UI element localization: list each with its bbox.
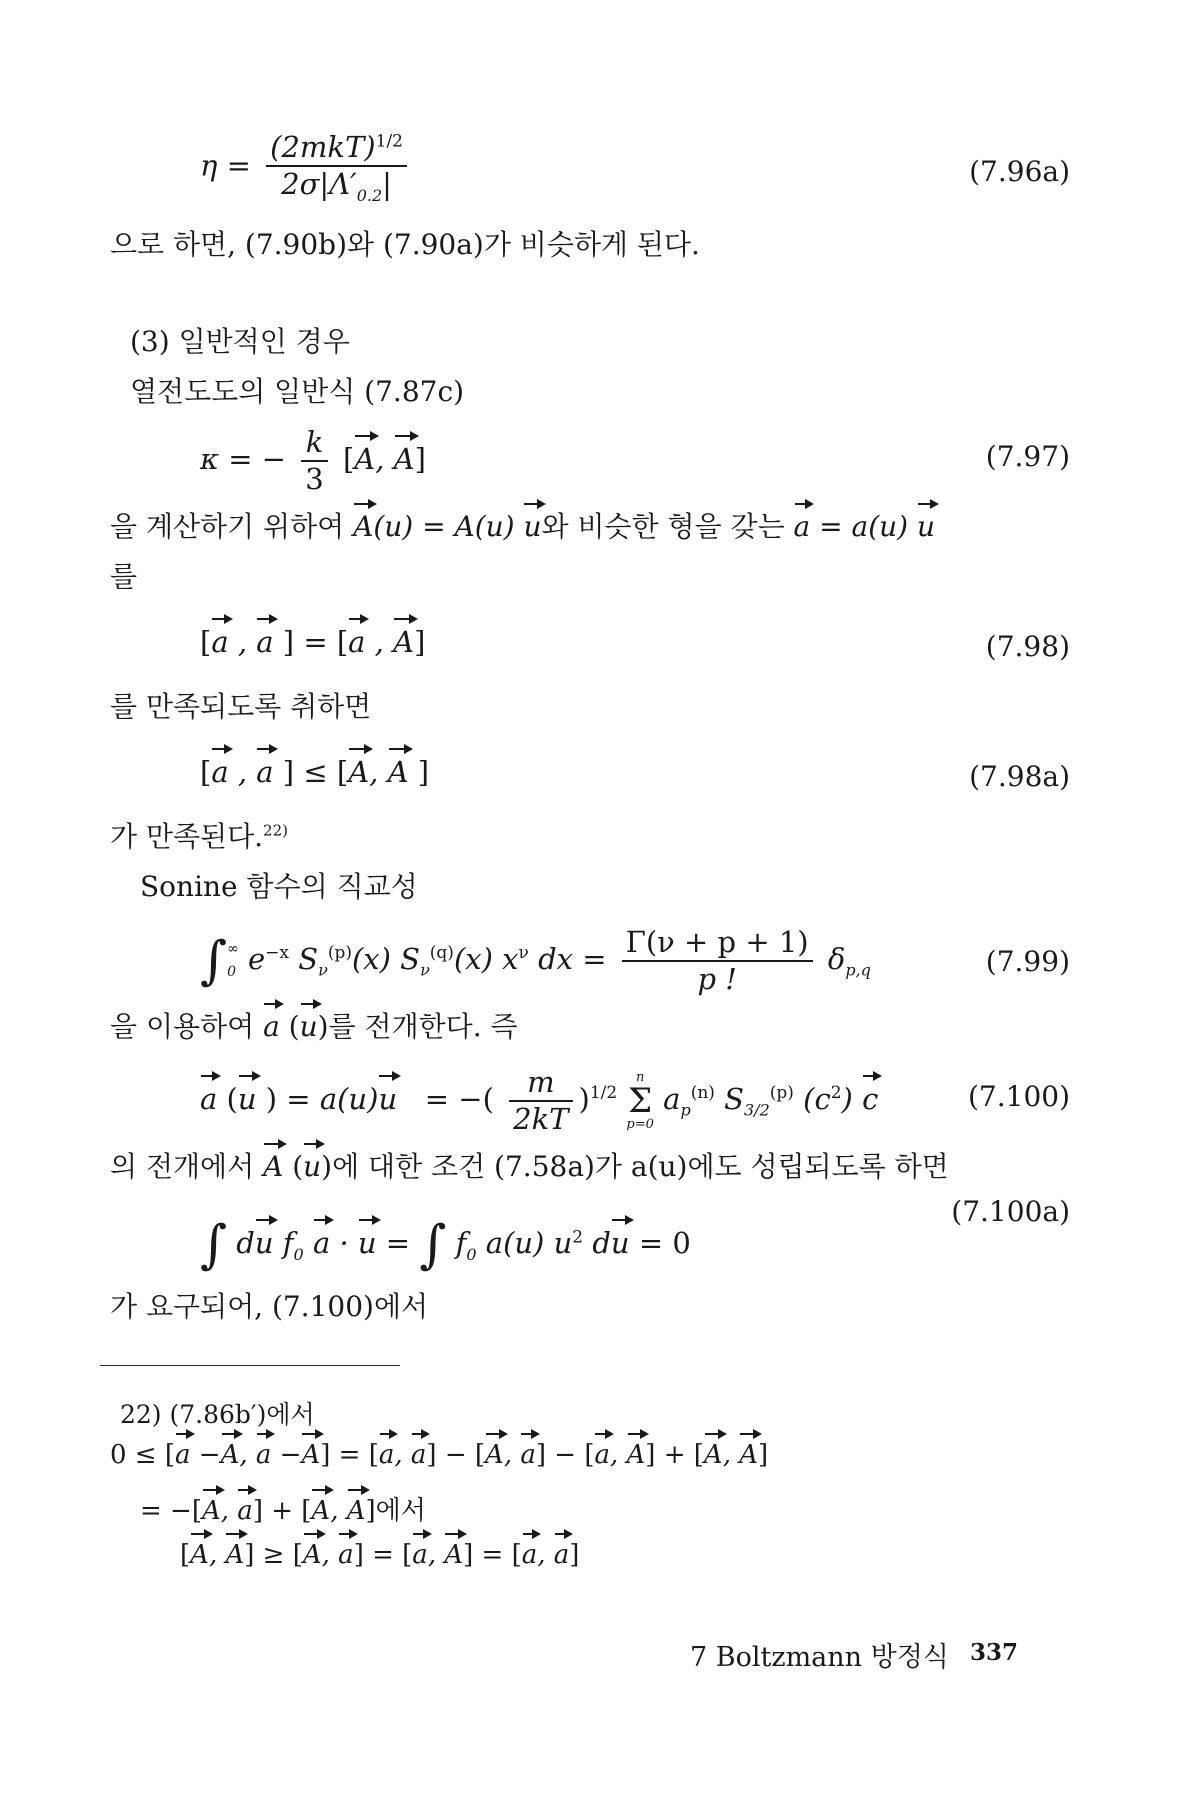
text-expand: 을 이용하여 a (u)를 전개한다. 즉 bbox=[110, 1010, 518, 1043]
sonine-heading: Sonine 함수의 직교성 bbox=[140, 870, 418, 903]
footnote-equation-line-2: = −[A, a] + [A, A]에서 bbox=[140, 1496, 426, 1526]
equation-number-7-100a: (7.100a) bbox=[951, 1195, 1070, 1228]
equation-7-96a bbox=[200, 130, 413, 205]
text-required: 가 요구되어, (7.100)에서 bbox=[110, 1290, 429, 1323]
integral-upper-limit: ∞ bbox=[227, 941, 239, 958]
text-part: 을 이용하여 bbox=[110, 1010, 255, 1043]
text-part: 에 대한 조건 (7.58a)가 a(u)에도 성립되도록 하면 bbox=[332, 1150, 949, 1183]
equation-7-100: a (u ) = a(u)u = −( $\frac{m}{2kT}$ )$^{1/2}$ n Σ p=0 $a_p^{(n)}$ $S_{3/2}^{(p)}$ $(c^2)$ c bbox=[200, 1065, 879, 1136]
equation-number-7-99: (7.99) bbox=[985, 945, 1070, 978]
vector-a: a bbox=[793, 510, 811, 543]
text-part: 를 전개한다. 즉 bbox=[328, 1010, 518, 1043]
equation-number-7-98a: (7.98a) bbox=[969, 760, 1070, 793]
frac-denominator: 3 bbox=[305, 461, 324, 496]
equation-7-100a: ∫ du $f_0$ a · u = ∫ $f_0$ a(u) $u^2$ du = 0 bbox=[200, 1215, 691, 1275]
frac-numerator: m bbox=[509, 1065, 572, 1102]
vector-A: A bbox=[353, 510, 374, 543]
frac-numerator: (2mkT) bbox=[270, 130, 376, 164]
frac-exponent: 1/2 bbox=[375, 131, 403, 152]
running-footer-chapter: 7 Boltzmann 방정식 bbox=[690, 1642, 949, 1673]
frac-denominator: p ! bbox=[697, 961, 737, 996]
text-part: 의 전개에서 bbox=[110, 1150, 255, 1183]
integrand-exp: e bbox=[247, 941, 266, 976]
text-part: 와 비슷한 형을 갖는 bbox=[541, 510, 785, 543]
vector-u: u bbox=[523, 510, 542, 543]
equation-number-7-96a: (7.96a) bbox=[969, 155, 1070, 188]
text-condition: 의 전개에서 A (u)에 대한 조건 (7.58a)가 a(u)에도 성립되도록 하면 bbox=[110, 1150, 949, 1183]
text-satisfied bbox=[110, 820, 288, 854]
eq-fraction bbox=[509, 1065, 572, 1137]
eq-lhs: η = bbox=[200, 148, 251, 183]
footnote-label: 22) (7.86b′)에서 bbox=[120, 1400, 315, 1429]
equation-number-7-100: (7.100) bbox=[967, 1080, 1070, 1113]
section-heading-general-case: (3) 일반적인 경우 bbox=[130, 325, 350, 358]
frac-numerator: Γ(ν + p + 1) bbox=[622, 925, 813, 962]
integral-lower-limit: 0 bbox=[227, 963, 237, 980]
footnote-equation-line-3: [A, A] ≥ [A, a] = [a, A] = [a, a] bbox=[180, 1540, 580, 1570]
page-number: 337 bbox=[970, 1639, 1019, 1666]
equation-7-97: κ = − $\frac{k}{3}$ [A, A] bbox=[200, 425, 426, 496]
integrand-exponent: −x bbox=[265, 943, 289, 964]
frac-denominator: 2σ|Λ′ bbox=[281, 166, 357, 201]
footnote-reference: 22) bbox=[263, 821, 288, 840]
text-reul: 를 bbox=[110, 560, 138, 593]
eq-fraction bbox=[622, 925, 813, 997]
text-part: (u) = A(u) bbox=[373, 510, 515, 543]
sum-upper-limit: n bbox=[635, 1069, 645, 1085]
text-satisfy: 를 만족되도록 취하면 bbox=[110, 690, 372, 723]
text-after-eq-7-96a: 으로 하면, (7.90b)와 (7.90a)가 비슷하게 된다. bbox=[110, 228, 700, 261]
frac-numerator: k bbox=[301, 425, 327, 462]
text-part: 가 만족된다. bbox=[110, 820, 264, 853]
eq-lhs: κ = − bbox=[200, 441, 287, 476]
frac-denominator: 2kT bbox=[513, 1101, 569, 1136]
exponent: 1/2 bbox=[589, 1083, 618, 1104]
footnote-equation-line-1: 0 ≤ [a −A, a −A] = [a, a] − [A, a] − [a, A] + [A, A] bbox=[110, 1440, 769, 1470]
sum-lower-limit: p=0 bbox=[626, 1116, 654, 1132]
delta-subscript: p,q bbox=[845, 960, 871, 980]
footnote-rule bbox=[100, 1365, 400, 1366]
equation-number-7-98: (7.98) bbox=[985, 630, 1070, 663]
equation-7-99: ∫∞ 0 $e^{-x}$ $S_\nu^{(p)}(x)$ $S_\nu^{(q)}(x)$ $x^\nu$ dx = $\frac{\Gamma(\nu + p + 1)}{p !}$ $\delta_{p,q}$ bbox=[200, 925, 871, 996]
vector-u: u bbox=[916, 510, 936, 543]
footnote-suffix: 에서 bbox=[375, 1496, 426, 1526]
eq-fraction bbox=[266, 130, 407, 205]
equation-7-98a: [a , a ] ≤ [A, A ] bbox=[200, 755, 430, 789]
frac-bar-end: | bbox=[382, 166, 392, 201]
text-calculation-line bbox=[110, 510, 935, 544]
general-formula-intro: 열전도도의 일반식 (7.87c) bbox=[130, 375, 465, 408]
equation-7-98: [a , a ] = [a , A] bbox=[200, 625, 426, 659]
text-part: 을 계산하기 위하여 bbox=[110, 510, 345, 543]
text-part: = a(u) bbox=[819, 510, 909, 543]
inequality-sign: ≤ bbox=[303, 755, 328, 789]
eq-fraction bbox=[301, 425, 327, 497]
kronecker-delta: δ bbox=[827, 941, 846, 976]
equation-number-7-97: (7.97) bbox=[985, 440, 1070, 473]
frac-subscript: 0.2 bbox=[356, 185, 383, 205]
